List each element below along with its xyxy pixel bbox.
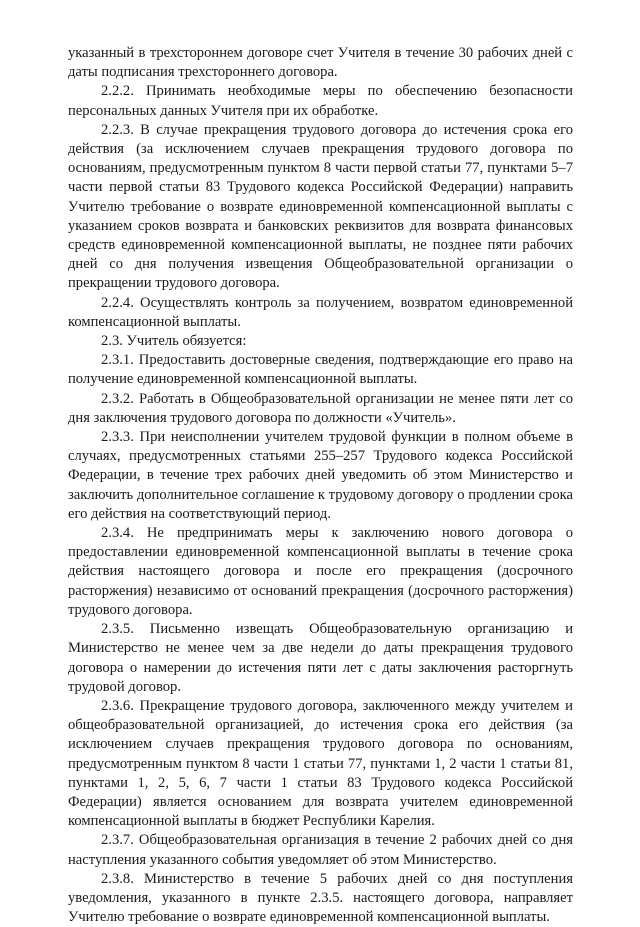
paragraph-2-3-8: 2.3.8. Министерство в течение 5 рабочих дней со дня поступления уведомления, указанного в пункте 2.3.5. настоящего договора, направляет Учителю требование о возврате единовременной компенсационной выплаты. (68, 870, 573, 926)
paragraph-2-3-2: 2.3.2. Работать в Общеобразовательной организации не менее пяти лет со дня заключения трудового договора по должности «Учитель». (68, 390, 573, 426)
paragraph-2-2-4: 2.2.4. Осуществлять контроль за получением, возвратом единовременной компенсационной выплаты. (68, 294, 573, 330)
paragraph-2-3-6: 2.3.6. Прекращение трудового договора, заключенного между учителем и общеобразовательной организацией, до истечения срока его действия (за исключением случаев прекращения трудового договора по основаниям, предусмотренным пунктом 8 части 1 статьи 77, пунктами 1, 2 части 1 статьи 81, пунктами 1, 2, 5, 6, 7 части 1 статьи 83 Трудового кодекса Российской Федерации) является основанием для возврата учителем единовременной компенсационной выплаты в бюджет Республики Карелия. (68, 697, 573, 830)
paragraph-2-2-2: 2.2.2. Принимать необходимые меры по обеспечению безопасности персональных данных Учителя при их обработке. (68, 83, 573, 119)
paragraph-2-3-4: 2.3.4. Не предпринимать меры к заключению нового договора о предоставлении единовременной компенсационной выплаты в течение срока действия настоящего договора и после его прекращения (досрочного расторжения) независимо от оснований прекращения (досрочного расторжения) трудового договора. (68, 525, 573, 618)
document-page (68, 44, 573, 927)
paragraph-2-2-3: 2.2.3. В случае прекращения трудового договора до истечения срока его действия (за исключением случаев прекращения трудового договора по основаниям, предусмотренным пунктом 8 части первой статьи 77, пунктами 5–7 части первой статьи 83 Трудового кодекса Российской Федерации) направить Учителю требование о возврате единовременной компенсационной выплаты с указанием сроков возврата и банковских реквизитов для возврата финансовых средств единовременной компенсационной выплаты, не позднее пяти рабочих дней со дня получения извещения Общеобразовательной организации о прекращении трудового договора. (68, 121, 573, 292)
paragraph-2-3-1: 2.3.1. Предоставить достоверные сведения, подтверждающие его право на получение единовременной компенсационной выплаты. (68, 352, 573, 388)
paragraph-continuation: указанный в трехстороннем договоре счет Учителя в течение 30 рабочих дней с даты подписания трехстороннего договора. (68, 45, 573, 81)
paragraph-2-3-3: 2.3.3. При неисполнении учителем трудовой функции в полном объеме в случаях, предусмотренных статьями 255–257 Трудового кодекса Российской Федерации, в течение трех рабочих дней уведомить об этом Министерство и заключить дополнительное соглашение к трудовому договору о продлении срока его действия на соответствующий период. (68, 429, 573, 522)
section-heading-2-3: 2.3. Учитель обязуется: (101, 333, 247, 350)
paragraph-2-3-5: 2.3.5. Письменно извещать Общеобразовательную организацию и Министерство не менее чем за две недели до даты прекращения трудового договора о намерении до истечения пяти лет с даты заключения расторгнуть трудовой договор. (68, 621, 573, 695)
paragraph-2-3-7: 2.3.7. Общеобразовательная организация в течение 2 рабочих дней со дня наступления указанного события уведомляет об этом Министерство. (68, 832, 573, 868)
